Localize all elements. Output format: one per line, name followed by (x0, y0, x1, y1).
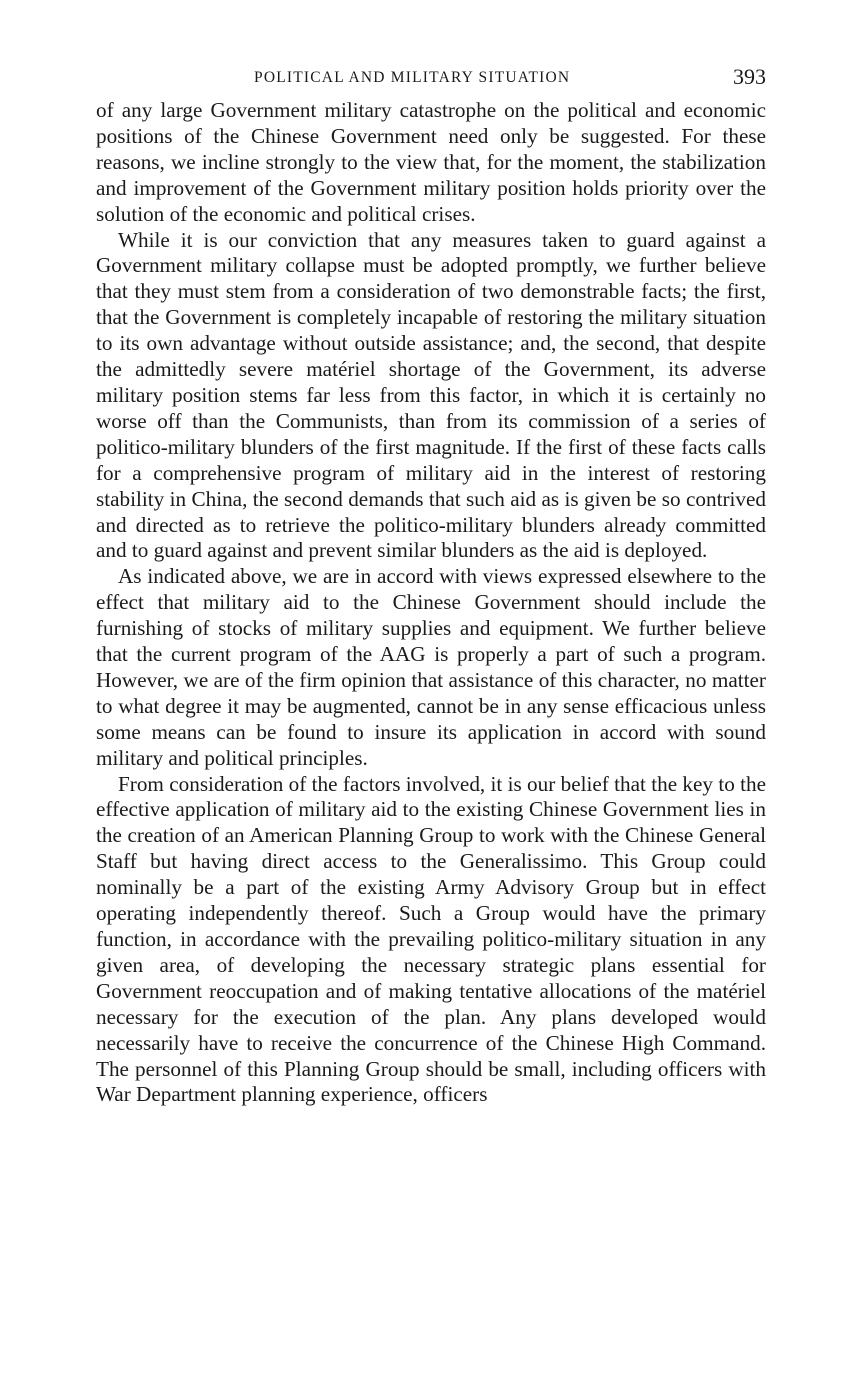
paragraph-3: As indicated above, we are in accord with views expressed elsewhere to the effect that military aid to the Chinese Government should include the furnishing of stocks of military supplies and equipment. We further believe that the current program of the AAG is properly a part of such a program. However, we are of the firm opinion that assistance of this character, no matter to what degree it may be augmented, cannot be in any sense efficacious unless some means can be found to insure its application in accord with sound military and political principles. (96, 564, 766, 770)
running-head: POLITICAL AND MILITARY SITUATION (254, 69, 571, 86)
body-text (96, 98, 766, 1108)
paragraph-4: From consideration of the factors involved, it is our belief that the key to the effective application of military aid to the existing Chinese Government lies in the creation of an American Planning Group to work with the Chinese General Staff but having direct access to the Generalissimo. This Group could nominally be a part of the existing Army Advisory Group but in effect operating independently thereof. Such a Group would have the primary function, in accordance with the prevailing politico-military situation in any given area, of developing the necessary strategic plans essential for Government reoccupation and of making tentative allocations of the matériel necessary for the execution of the plan. Any plans developed would necessarily have to receive the concurrence of the Chinese High Command. The personnel of this Planning Group should be small, including officers with War Department planning experience, officers (96, 771, 766, 1107)
paragraph-2: While it is our conviction that any measures taken to guard against a Government military collapse must be adopted promptly, we further believe that they must stem from a consideration of two demonstrable facts; the first, that the Government is completely incapable of restoring the military situation to its own advantage without outside assistance; and, the second, that despite the admittedly severe matériel shortage of the Government, its adverse military position stems far less from this factor, in which it is certainly no worse off than the Communists, than from its commission of a series of politico-military blunders of the first magnitude. If the first of these facts calls for a comprehensive program of military aid in the interest of restoring stability in China, the second demands that such aid as is given be so contrived and directed as to retrieve the politico-military blunders already committed and to guard against and prevent similar blunders as the aid is deployed. (96, 227, 766, 563)
page-header (96, 62, 766, 98)
page-number: 393 (733, 64, 766, 89)
document-page (96, 62, 766, 1108)
paragraph-1: of any large Government military catastrophe on the political and economic positions of the Chinese Government need only be suggested. For these reasons, we incline strongly to the view that, for the moment, the stabilization and improvement of the Government military position holds priority over the solution of the economic and political crises. (96, 98, 766, 226)
